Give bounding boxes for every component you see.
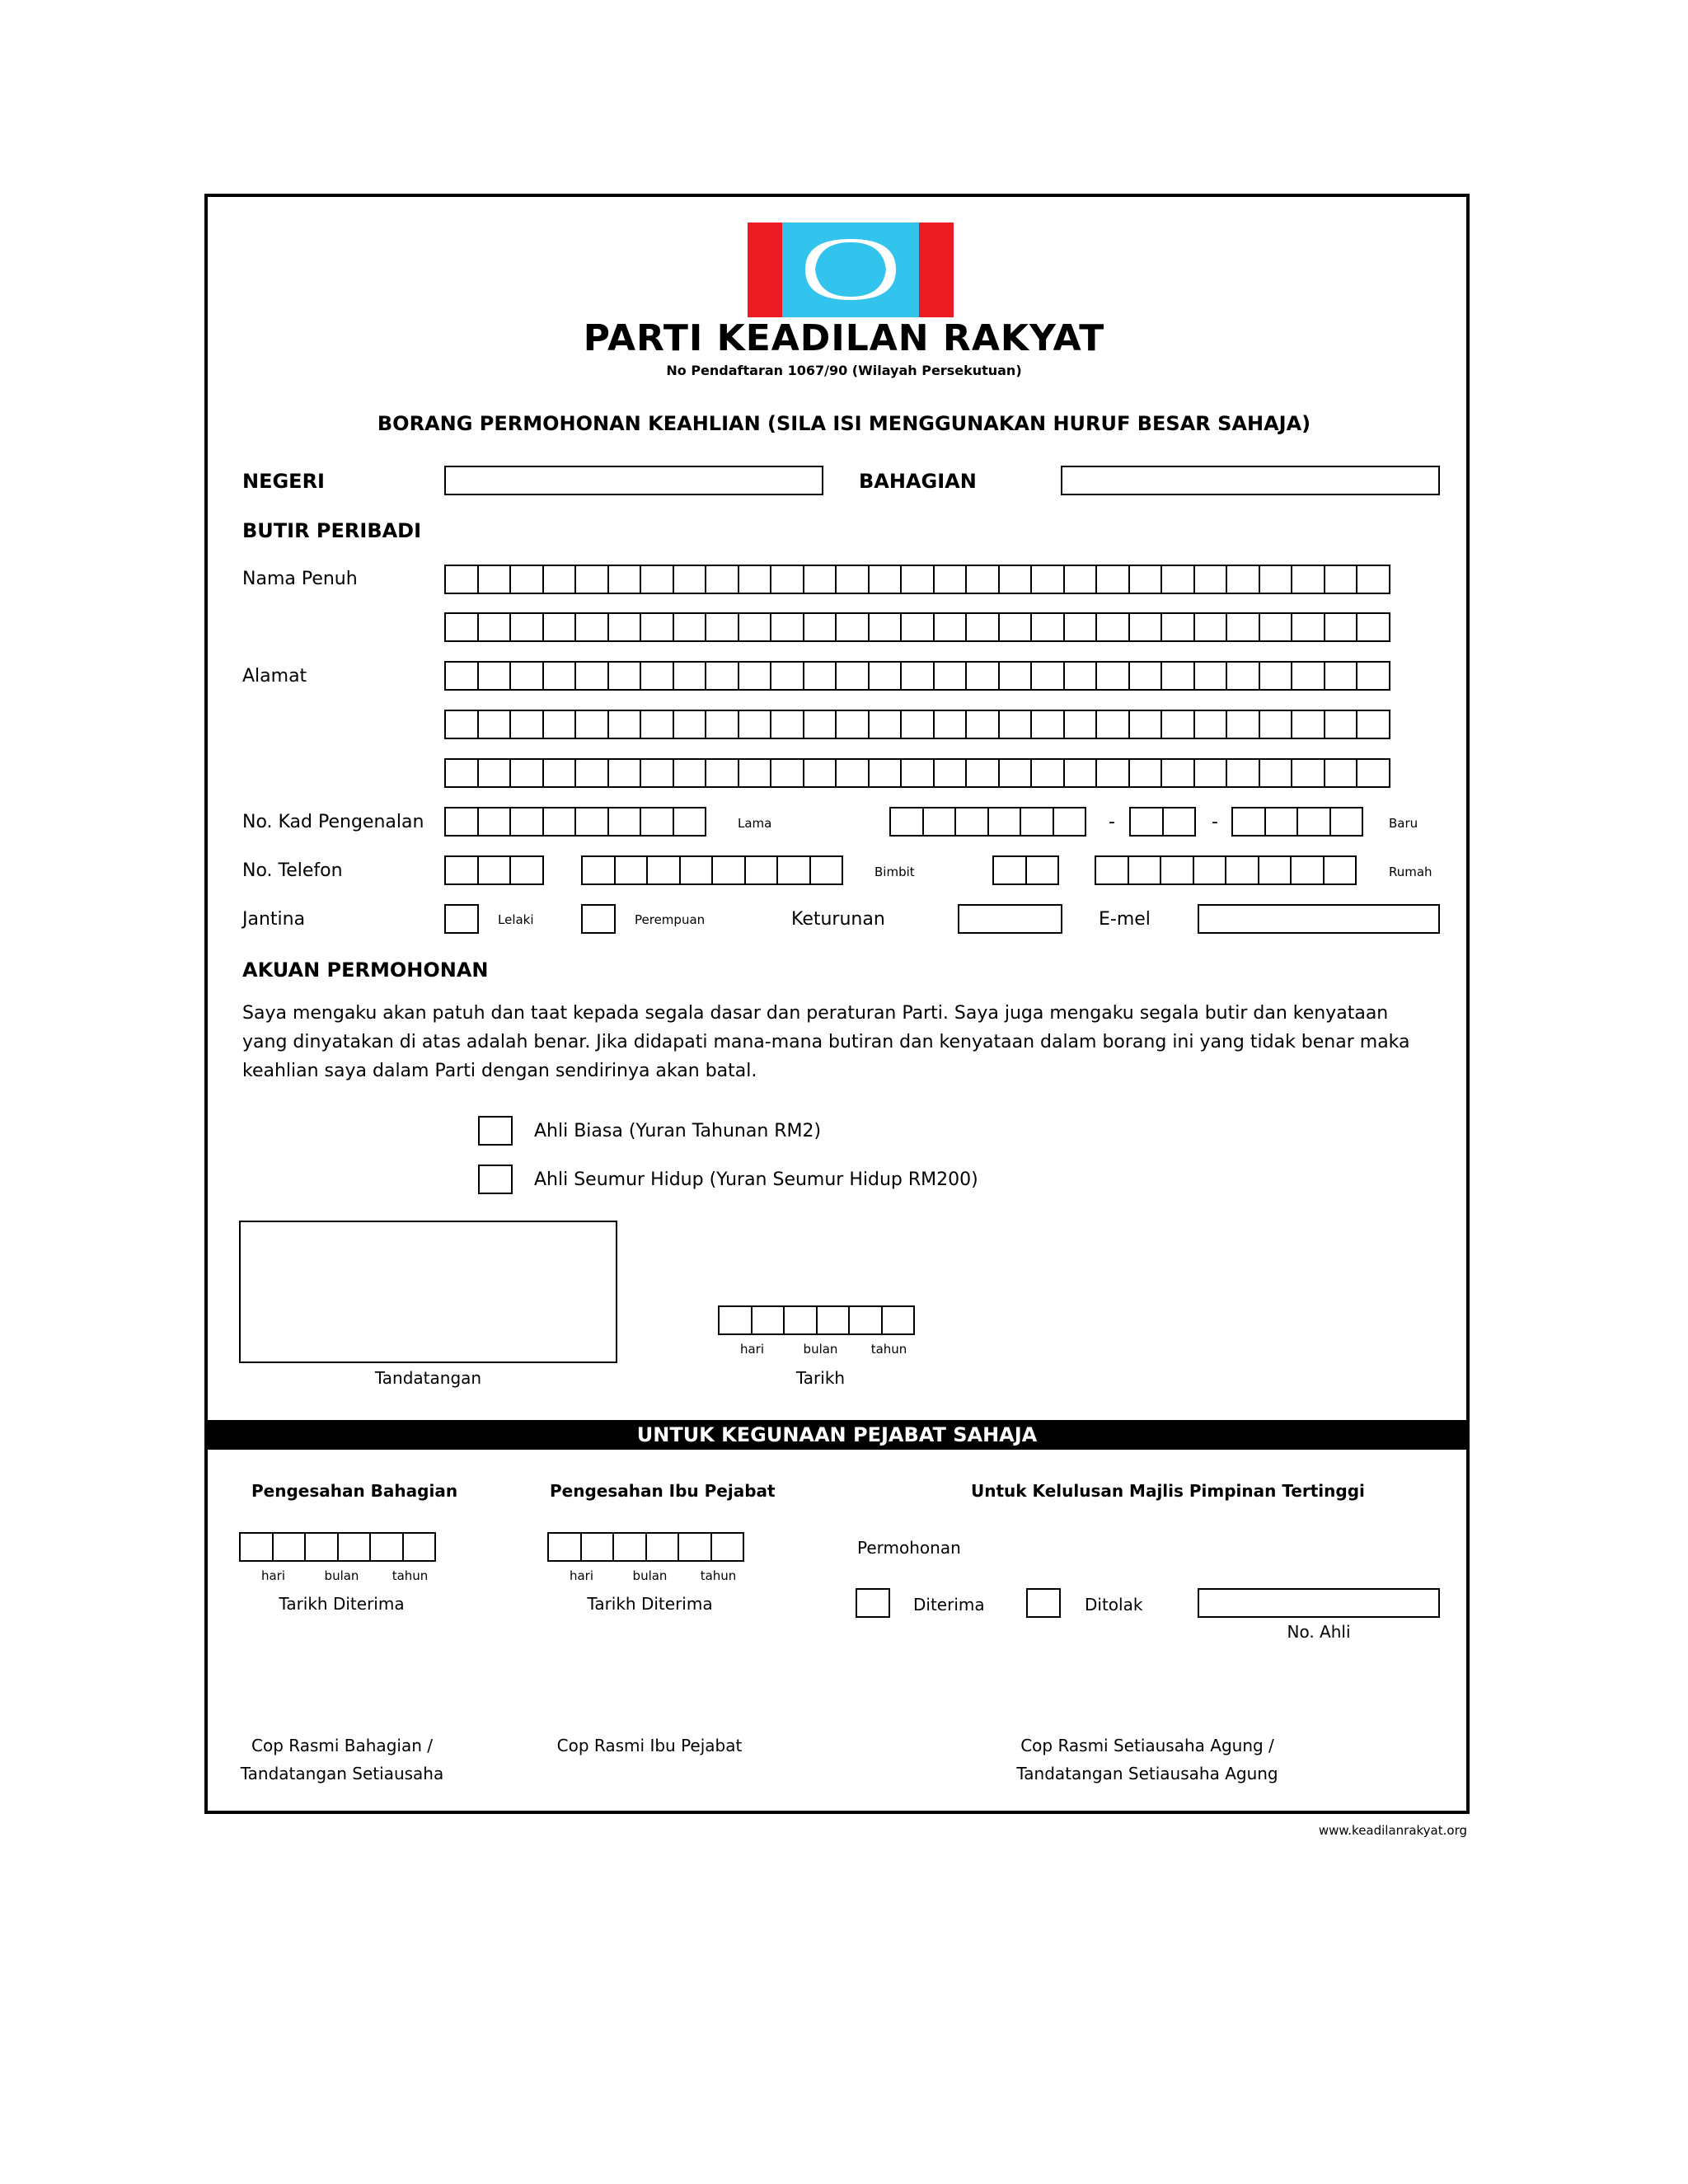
char-cell[interactable]: [542, 807, 577, 837]
tarikh-grid[interactable]: [718, 1305, 915, 1335]
alamat-grid-2[interactable]: [444, 710, 1390, 739]
cop-bahagian-line2: Tandatangan Setiausaha: [240, 1764, 444, 1783]
alamat-grid-3[interactable]: [444, 758, 1390, 788]
char-cell[interactable]: [1160, 710, 1195, 739]
pengesahan-ibu-pejabat-heading: Pengesahan Ibu Pejabat: [550, 1481, 776, 1501]
char-cell[interactable]: [900, 710, 935, 739]
lelaki-label: Lelaki: [498, 912, 534, 927]
keturunan-input[interactable]: [958, 904, 1062, 934]
bahagian-tarikh-diterima: Tarikh Diterima: [279, 1594, 405, 1614]
nama-penuh-label: Nama Penuh: [242, 569, 358, 589]
char-cell[interactable]: [998, 661, 1033, 691]
nama-penuh-grid-1[interactable]: [444, 565, 1390, 594]
char-cell[interactable]: [640, 565, 674, 594]
hari-label: hari: [739, 1342, 765, 1357]
negeri-label: NEGERI: [242, 470, 325, 493]
char-cell[interactable]: [1193, 661, 1228, 691]
char-cell[interactable]: [477, 710, 512, 739]
char-cell[interactable]: [718, 1305, 753, 1335]
char-cell[interactable]: [477, 758, 512, 788]
char-cell[interactable]: [1030, 710, 1065, 739]
ibu-pejabat-date-grid[interactable]: [547, 1532, 744, 1562]
char-cell[interactable]: [881, 1305, 916, 1335]
char-cell[interactable]: [1291, 565, 1325, 594]
char-cell[interactable]: [477, 612, 512, 642]
bahagian-date-grid[interactable]: [239, 1532, 436, 1562]
char-cell[interactable]: [770, 565, 804, 594]
char-cell[interactable]: [1030, 612, 1065, 642]
kad-pengenalan-label: No. Kad Pengenalan: [242, 812, 424, 832]
no-ahli-input[interactable]: [1198, 1588, 1440, 1618]
char-cell[interactable]: [607, 807, 642, 837]
char-cell[interactable]: [1160, 855, 1194, 885]
char-cell[interactable]: [868, 758, 903, 788]
perempuan-label: Perempuan: [635, 912, 706, 927]
char-cell[interactable]: [770, 612, 804, 642]
char-cell[interactable]: [868, 710, 903, 739]
char-cell[interactable]: [607, 710, 642, 739]
char-cell[interactable]: [738, 612, 772, 642]
char-cell[interactable]: [933, 612, 968, 642]
tarikh-label: Tarikh: [795, 1368, 846, 1388]
char-cell[interactable]: [1193, 855, 1227, 885]
char-cell[interactable]: [835, 612, 870, 642]
char-cell[interactable]: [1193, 758, 1228, 788]
char-cell[interactable]: [673, 807, 707, 837]
char-cell[interactable]: [900, 758, 935, 788]
char-cell[interactable]: [477, 855, 512, 885]
char-cell[interactable]: [1356, 710, 1390, 739]
lama-label: Lama: [738, 816, 772, 831]
diterima-checkbox[interactable]: [856, 1588, 890, 1618]
char-cell[interactable]: [542, 758, 577, 788]
char-cell[interactable]: [998, 710, 1033, 739]
char-cell[interactable]: [770, 758, 804, 788]
char-cell[interactable]: [1324, 710, 1358, 739]
tahun-label: tahun: [870, 1342, 907, 1357]
logo-left-stripe: [748, 223, 782, 317]
ibu-pejabat-hari-label: hari: [569, 1568, 594, 1583]
char-cell[interactable]: [640, 661, 674, 691]
char-cell[interactable]: [1356, 758, 1390, 788]
bahagian-label: BAHAGIAN: [859, 470, 977, 493]
emel-label: E-mel: [1099, 909, 1151, 930]
char-cell[interactable]: [1025, 855, 1060, 885]
char-cell[interactable]: [612, 1532, 647, 1562]
char-cell[interactable]: [835, 710, 870, 739]
char-cell[interactable]: [673, 710, 707, 739]
ahli-seumur-checkbox[interactable]: [478, 1165, 513, 1194]
char-cell[interactable]: [574, 661, 609, 691]
char-cell[interactable]: [607, 565, 642, 594]
ic-dash-2: -: [1212, 812, 1218, 832]
char-cell[interactable]: [509, 661, 544, 691]
char-cell[interactable]: [678, 1532, 712, 1562]
char-cell[interactable]: [640, 612, 674, 642]
char-cell[interactable]: [1259, 661, 1293, 691]
char-cell[interactable]: [1128, 565, 1163, 594]
char-cell[interactable]: [1259, 758, 1293, 788]
char-cell[interactable]: [1291, 758, 1325, 788]
bahagian-input[interactable]: [1061, 466, 1440, 495]
char-cell[interactable]: [272, 1532, 307, 1562]
char-cell[interactable]: [835, 565, 870, 594]
char-cell[interactable]: [1329, 807, 1364, 837]
char-cell[interactable]: [1193, 710, 1228, 739]
char-cell[interactable]: [738, 710, 772, 739]
char-cell[interactable]: [574, 612, 609, 642]
char-cell[interactable]: [783, 1305, 818, 1335]
char-cell[interactable]: [574, 565, 609, 594]
char-cell[interactable]: [1162, 807, 1197, 837]
char-cell[interactable]: [1063, 565, 1098, 594]
char-cell[interactable]: [1129, 807, 1164, 837]
char-cell[interactable]: [705, 565, 739, 594]
char-cell[interactable]: [673, 612, 707, 642]
char-cell[interactable]: [444, 661, 479, 691]
char-cell[interactable]: [1095, 710, 1130, 739]
char-cell[interactable]: [744, 855, 779, 885]
lelaki-checkbox[interactable]: [444, 904, 479, 934]
char-cell[interactable]: [679, 855, 714, 885]
bulan-label: bulan: [803, 1342, 838, 1357]
char-cell[interactable]: [337, 1532, 372, 1562]
char-cell[interactable]: [835, 758, 870, 788]
char-cell[interactable]: [640, 710, 674, 739]
jantina-label: Jantina: [242, 909, 306, 930]
char-cell[interactable]: [1356, 612, 1390, 642]
char-cell[interactable]: [509, 807, 544, 837]
ibu-pejabat-tarikh-diterima: Tarikh Diterima: [587, 1594, 713, 1614]
char-cell[interactable]: [1160, 661, 1195, 691]
ic-baru-grid-1[interactable]: [889, 807, 1086, 837]
char-cell[interactable]: [640, 758, 674, 788]
char-cell[interactable]: [705, 612, 739, 642]
char-cell[interactable]: [580, 1532, 615, 1562]
party-name: PARTI KEADILAN RAKYAT: [583, 317, 1105, 359]
char-cell[interactable]: [1020, 807, 1054, 837]
char-cell[interactable]: [770, 661, 804, 691]
char-cell[interactable]: [1030, 661, 1065, 691]
char-cell[interactable]: [889, 807, 924, 837]
declaration-text: Saya mengaku akan patuh dan taat kepada segala dasar dan peraturan Parti. Saya juga mengaku segala butir dan kenyataan yang dinyatakan di atas adalah benar. Jika didapati mana-mana butiran dan kenyataan dalam borang ini yang tidak benar maka keahlian saya dalam Parti dengan sendirinya akan batal.: [242, 1003, 1410, 1081]
char-cell[interactable]: [509, 565, 544, 594]
char-cell[interactable]: [1291, 710, 1325, 739]
char-cell[interactable]: [803, 661, 837, 691]
char-cell[interactable]: [1225, 855, 1259, 885]
char-cell[interactable]: [444, 807, 479, 837]
char-cell[interactable]: [900, 661, 935, 691]
char-cell[interactable]: [770, 710, 804, 739]
char-cell[interactable]: [738, 565, 772, 594]
char-cell[interactable]: [1258, 855, 1292, 885]
char-cell[interactable]: [933, 661, 968, 691]
char-cell[interactable]: [711, 855, 746, 885]
char-cell[interactable]: [954, 807, 989, 837]
char-cell[interactable]: [809, 855, 844, 885]
telefon-rumah-prefix-grid[interactable]: [992, 855, 1059, 885]
char-cell[interactable]: [868, 565, 903, 594]
cop-ibu-pejabat: Cop Rasmi Ibu Pejabat: [556, 1736, 743, 1755]
char-cell[interactable]: [998, 758, 1033, 788]
permohonan-label: Permohonan: [857, 1538, 961, 1558]
char-cell[interactable]: [509, 612, 544, 642]
char-cell[interactable]: [1291, 661, 1325, 691]
char-cell[interactable]: [803, 710, 837, 739]
char-cell[interactable]: [1095, 661, 1130, 691]
char-cell[interactable]: [444, 710, 479, 739]
signature-box[interactable]: [239, 1221, 617, 1363]
char-cell[interactable]: [933, 710, 968, 739]
no-ahli-label: No. Ahli: [1287, 1622, 1351, 1642]
char-cell[interactable]: [673, 565, 707, 594]
char-cell[interactable]: [444, 758, 479, 788]
char-cell[interactable]: [1095, 758, 1130, 788]
char-cell[interactable]: [547, 1532, 582, 1562]
char-cell[interactable]: [1063, 758, 1098, 788]
telefon-label: No. Telefon: [242, 860, 343, 881]
char-cell[interactable]: [574, 807, 609, 837]
ibu-pejabat-bulan-label: bulan: [632, 1568, 668, 1583]
char-cell[interactable]: [1095, 855, 1129, 885]
bahagian-hari-label: hari: [260, 1568, 286, 1583]
char-cell[interactable]: [1063, 661, 1098, 691]
telefon-bimbit-grid[interactable]: [581, 855, 843, 885]
char-cell[interactable]: [509, 855, 544, 885]
char-cell[interactable]: [1063, 710, 1098, 739]
char-cell[interactable]: [1324, 565, 1358, 594]
ahli-seumur-label: Ahli Seumur Hidup (Yuran Seumur Hidup RM200): [534, 1169, 978, 1190]
char-cell[interactable]: [402, 1532, 437, 1562]
char-cell[interactable]: [477, 661, 512, 691]
char-cell[interactable]: [1259, 565, 1293, 594]
alamat-label: Alamat: [242, 666, 307, 687]
cop-agung-line1: Cop Rasmi Setiausaha Agung /: [1020, 1736, 1274, 1755]
butir-peribadi-heading: BUTIR PERIBADI: [242, 519, 422, 542]
char-cell[interactable]: [1226, 710, 1260, 739]
char-cell[interactable]: [542, 710, 577, 739]
char-cell[interactable]: [1323, 855, 1357, 885]
char-cell[interactable]: [645, 1532, 680, 1562]
nama-penuh-grid-2[interactable]: [444, 612, 1390, 642]
char-cell[interactable]: [1095, 612, 1130, 642]
char-cell[interactable]: [738, 661, 772, 691]
char-cell[interactable]: [1290, 855, 1325, 885]
diterima-label: Diterima: [913, 1595, 985, 1615]
char-cell[interactable]: [1095, 565, 1130, 594]
char-cell[interactable]: [803, 612, 837, 642]
char-cell[interactable]: [900, 565, 935, 594]
char-cell[interactable]: [1259, 710, 1293, 739]
char-cell[interactable]: [1291, 612, 1325, 642]
tandatangan-label: Tandatangan: [374, 1368, 482, 1388]
char-cell[interactable]: [1030, 565, 1065, 594]
char-cell[interactable]: [1193, 565, 1228, 594]
char-cell[interactable]: [965, 565, 1000, 594]
char-cell[interactable]: [992, 855, 1027, 885]
char-cell[interactable]: [574, 758, 609, 788]
char-cell[interactable]: [1226, 758, 1260, 788]
char-cell[interactable]: [1128, 855, 1162, 885]
char-cell[interactable]: [581, 855, 616, 885]
char-cell[interactable]: [444, 855, 479, 885]
char-cell[interactable]: [803, 758, 837, 788]
char-cell[interactable]: [1063, 612, 1098, 642]
char-cell[interactable]: [1160, 758, 1195, 788]
char-cell[interactable]: [673, 661, 707, 691]
char-cell[interactable]: [1226, 565, 1260, 594]
char-cell[interactable]: [673, 758, 707, 788]
negeri-input[interactable]: [444, 466, 823, 495]
char-cell[interactable]: [705, 661, 739, 691]
char-cell[interactable]: [776, 855, 811, 885]
ic-baru-grid-2[interactable]: [1129, 807, 1196, 837]
char-cell[interactable]: [542, 612, 577, 642]
ibu-pejabat-tahun-label: tahun: [700, 1568, 737, 1583]
char-cell[interactable]: [1193, 612, 1228, 642]
char-cell[interactable]: [1356, 565, 1390, 594]
char-cell[interactable]: [933, 758, 968, 788]
char-cell[interactable]: [1128, 661, 1163, 691]
cop-agung-line2: Tandatangan Setiausaha Agung: [1016, 1764, 1278, 1783]
char-cell[interactable]: [751, 1305, 785, 1335]
keturunan-label: Keturunan: [791, 909, 885, 930]
char-cell[interactable]: [710, 1532, 745, 1562]
bimbit-label: Bimbit: [874, 865, 915, 879]
char-cell[interactable]: [738, 758, 772, 788]
ic-baru-grid-3[interactable]: [1231, 807, 1363, 837]
char-cell[interactable]: [607, 758, 642, 788]
char-cell[interactable]: [965, 661, 1000, 691]
char-cell[interactable]: [607, 661, 642, 691]
char-cell[interactable]: [509, 758, 544, 788]
char-cell[interactable]: [848, 1305, 883, 1335]
bahagian-bulan-label: bulan: [324, 1568, 359, 1583]
akuan-heading: AKUAN PERMOHONAN: [242, 958, 489, 982]
rumah-label: Rumah: [1389, 865, 1432, 879]
char-cell[interactable]: [1296, 807, 1331, 837]
char-cell[interactable]: [900, 612, 935, 642]
char-cell[interactable]: [922, 807, 957, 837]
logo-center: [782, 223, 919, 317]
char-cell[interactable]: [239, 1532, 274, 1562]
pengesahan-bahagian-heading: Pengesahan Bahagian: [251, 1481, 458, 1501]
char-cell[interactable]: [1226, 661, 1260, 691]
char-cell[interactable]: [705, 710, 739, 739]
website-url: www.keadilanrakyat.org: [1318, 1823, 1467, 1838]
telefon-bimbit-prefix-grid[interactable]: [444, 855, 544, 885]
char-cell[interactable]: [1128, 710, 1163, 739]
char-cell[interactable]: [1324, 661, 1358, 691]
bahagian-tahun-label: tahun: [392, 1568, 429, 1583]
char-cell[interactable]: [998, 565, 1033, 594]
char-cell[interactable]: [1264, 807, 1299, 837]
char-cell[interactable]: [868, 661, 903, 691]
char-cell[interactable]: [987, 807, 1022, 837]
char-cell[interactable]: [965, 612, 1000, 642]
char-cell[interactable]: [1128, 612, 1163, 642]
char-cell[interactable]: [1160, 612, 1195, 642]
char-cell[interactable]: [1231, 807, 1266, 837]
char-cell[interactable]: [1030, 758, 1065, 788]
char-cell[interactable]: [933, 565, 968, 594]
char-cell[interactable]: [803, 565, 837, 594]
char-cell[interactable]: [444, 612, 479, 642]
telefon-rumah-grid[interactable]: [1095, 855, 1357, 885]
char-cell[interactable]: [1128, 758, 1163, 788]
perempuan-checkbox[interactable]: [581, 904, 616, 934]
char-cell[interactable]: [614, 855, 649, 885]
char-cell[interactable]: [574, 710, 609, 739]
party-logo: [748, 223, 954, 317]
char-cell[interactable]: [705, 758, 739, 788]
char-cell[interactable]: [868, 612, 903, 642]
char-cell[interactable]: [542, 565, 577, 594]
char-cell[interactable]: [816, 1305, 851, 1335]
char-cell[interactable]: [369, 1532, 404, 1562]
char-cell[interactable]: [1324, 612, 1358, 642]
char-cell[interactable]: [965, 710, 1000, 739]
char-cell[interactable]: [1259, 612, 1293, 642]
char-cell[interactable]: [640, 807, 674, 837]
alamat-grid-1[interactable]: [444, 661, 1390, 691]
char-cell[interactable]: [477, 807, 512, 837]
char-cell[interactable]: [509, 710, 544, 739]
cop-bahagian-line1: Cop Rasmi Bahagian /: [251, 1736, 433, 1755]
ic-dash-1: -: [1109, 812, 1115, 832]
char-cell[interactable]: [646, 855, 681, 885]
char-cell[interactable]: [304, 1532, 339, 1562]
registration-number: No Pendaftaran 1067/90 (Wilayah Persekutuan): [666, 363, 1022, 378]
char-cell[interactable]: [835, 661, 870, 691]
char-cell[interactable]: [1324, 758, 1358, 788]
ditolak-label: Ditolak: [1085, 1595, 1143, 1615]
char-cell[interactable]: [1160, 565, 1195, 594]
ditolak-checkbox[interactable]: [1026, 1588, 1061, 1618]
logo-right-stripe: [919, 223, 954, 317]
char-cell[interactable]: [965, 758, 1000, 788]
char-cell[interactable]: [1356, 661, 1390, 691]
char-cell[interactable]: [998, 612, 1033, 642]
ahli-biasa-checkbox[interactable]: [478, 1116, 513, 1146]
kelulusan-heading: Untuk Kelulusan Majlis Pimpinan Tertinggi: [971, 1481, 1365, 1501]
ahli-biasa-label: Ahli Biasa (Yuran Tahunan RM2): [534, 1121, 822, 1141]
char-cell[interactable]: [542, 661, 577, 691]
char-cell[interactable]: [1226, 612, 1260, 642]
char-cell[interactable]: [444, 565, 479, 594]
char-cell[interactable]: [477, 565, 512, 594]
char-cell[interactable]: [1053, 807, 1087, 837]
emel-input[interactable]: [1198, 904, 1440, 934]
baru-label: Baru: [1389, 816, 1418, 831]
char-cell[interactable]: [607, 612, 642, 642]
office-use-band: UNTUK KEGUNAAN PEJABAT SAHAJA: [204, 1420, 1470, 1450]
ic-lama-grid[interactable]: [444, 807, 706, 837]
form-title: BORANG PERMOHONAN KEAHLIAN (SILA ISI MENGGUNAKAN HURUF BESAR SAHAJA): [377, 412, 1311, 435]
